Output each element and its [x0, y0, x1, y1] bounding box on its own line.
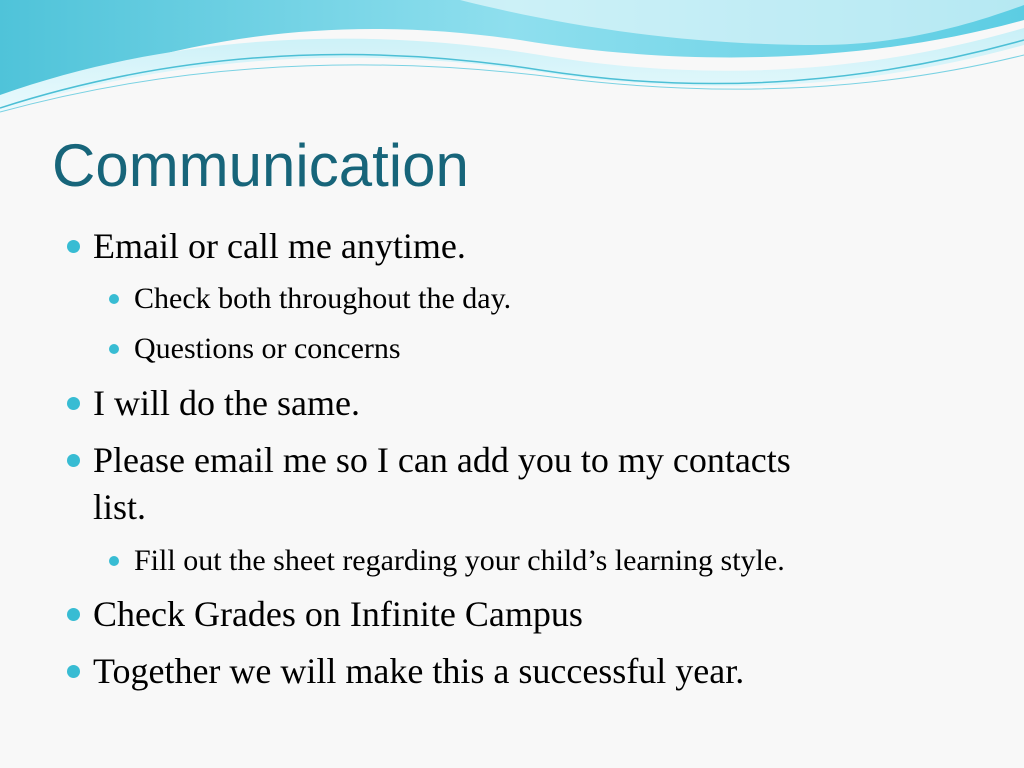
slide-title: Communication	[52, 132, 469, 199]
list-item	[134, 329, 401, 369]
list-item	[93, 380, 360, 426]
list-item	[93, 437, 791, 483]
bullet-dot-icon	[109, 344, 119, 354]
list-item	[93, 648, 744, 694]
list-item-continuation: list.	[93, 487, 147, 527]
list-item-text: Questions or concerns	[134, 332, 401, 365]
list-item-text: I will do the same.	[93, 383, 360, 423]
bullet-dot-icon	[67, 665, 80, 678]
list-item	[93, 591, 583, 637]
bullet-dot-icon	[109, 294, 119, 304]
list-item-text: Fill out the sheet regarding your child’s learning style.	[134, 544, 785, 577]
list-item	[134, 279, 511, 319]
list-item-text: Check Grades on Infinite Campus	[93, 594, 583, 634]
list-item-text: Email or call me anytime.	[93, 226, 466, 266]
list-item-text: Together we will make this a successful year.	[93, 651, 745, 691]
list-item-text: Please email me so I can add you to my contacts	[93, 440, 791, 480]
bullet-dot-icon	[109, 556, 119, 566]
list-item	[93, 223, 466, 269]
bullet-dot-icon	[67, 397, 80, 410]
bullet-dot-icon	[67, 454, 80, 467]
bullet-dot-icon	[67, 240, 80, 253]
list-item-text: Check both throughout the day.	[134, 282, 512, 315]
list-item	[134, 541, 785, 581]
bullet-dot-icon	[67, 608, 80, 621]
